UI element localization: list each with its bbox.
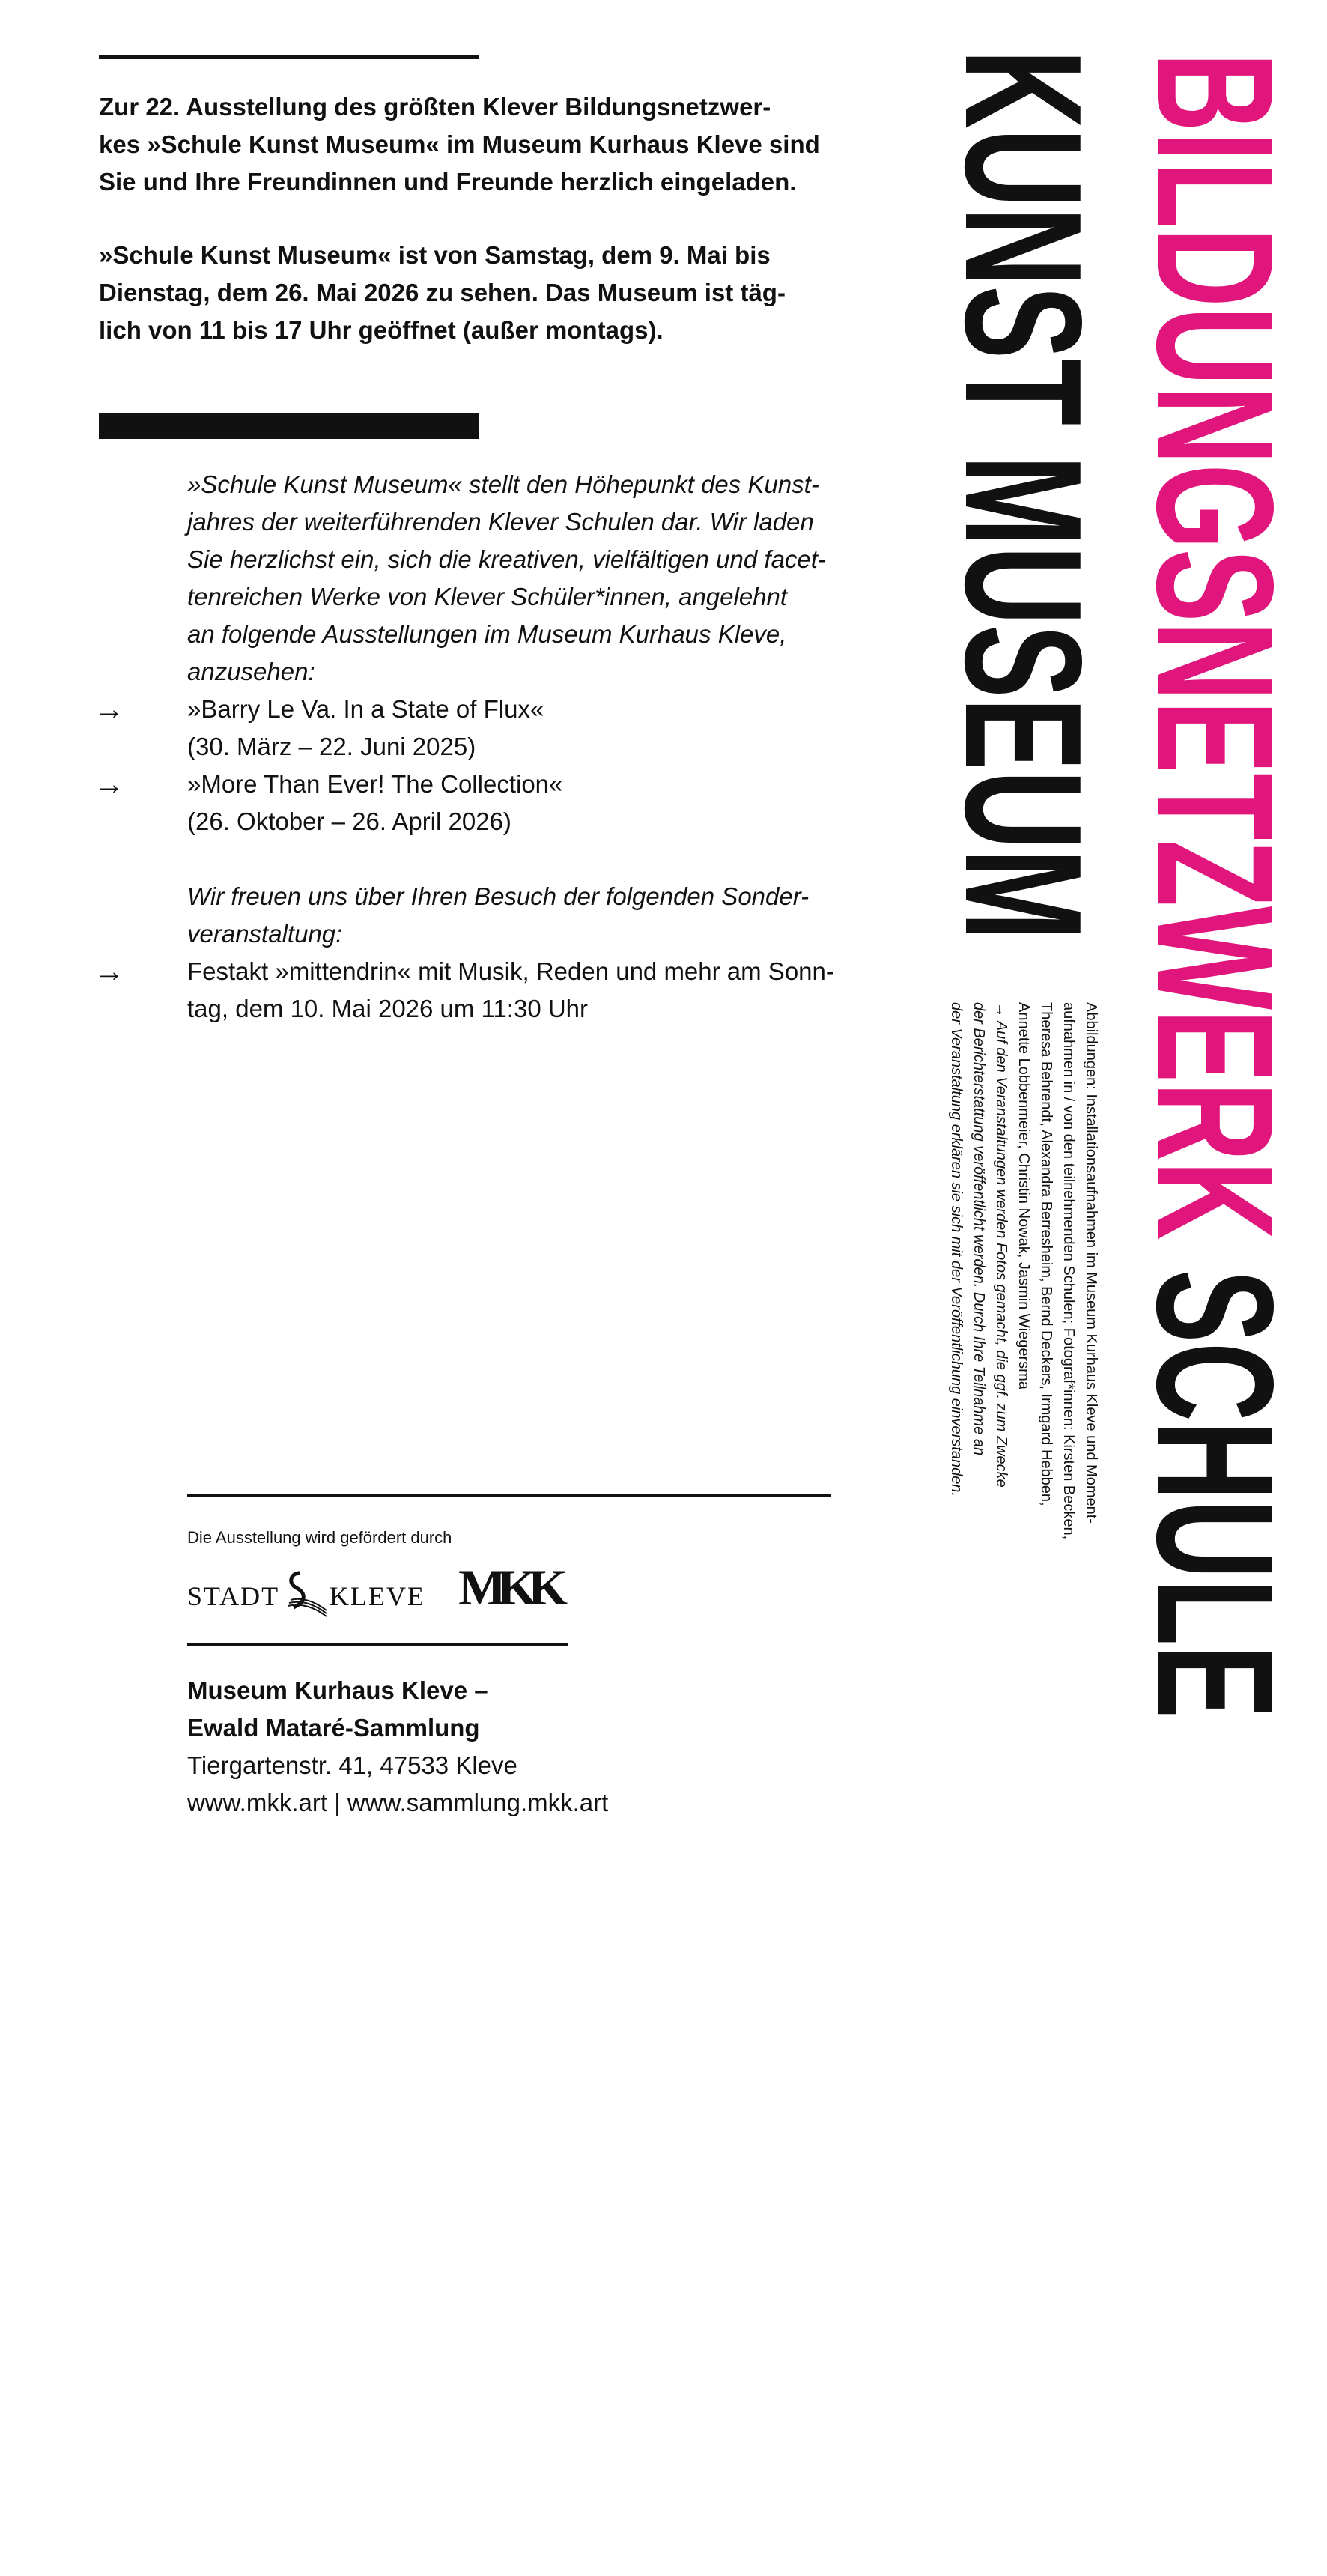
dates-paragraph xyxy=(99,237,870,349)
title-black-part: SCHULE xyxy=(1122,1239,1308,1718)
street-address: Tiergartenstr. 41, 47533 Kleve xyxy=(187,1751,517,1779)
arrow-right-icon: → xyxy=(94,955,124,988)
swan-icon xyxy=(277,1567,330,1619)
body-text xyxy=(94,466,861,1028)
intro-line: Zur 22. Ausstellung des größten Klever Bildungsnetzwer- xyxy=(99,93,771,121)
intro-paragraph xyxy=(99,88,870,201)
top-rule xyxy=(99,55,479,59)
credits-text xyxy=(945,1002,1102,2066)
credits-line: aufnahmen in / von den teilnehmenden Schulen; Fotograf*innen: Kirsten Becken, xyxy=(1060,1002,1077,1540)
credits-line: Annette Lobbenmeier, Christin Nowak, Jasmin Wiegersma xyxy=(1015,1002,1032,1389)
title-line-1 xyxy=(1122,52,1308,2576)
stadt-kleve-logo xyxy=(187,1567,434,1619)
exhibition-dates: (26. Oktober – 26. April 2026) xyxy=(187,807,511,835)
exhibition-title: »Barry Le Va. In a State of Flux« xyxy=(187,695,544,723)
photo-note-line: der Berichterstattung veröffentlicht werden. Durch Ihre Teilnahme an xyxy=(971,1002,987,1456)
event-line: Festakt »mittendrin« mit Musik, Reden und mehr am Sonn- xyxy=(187,957,834,985)
event-item xyxy=(94,953,861,990)
event-line: tag, dem 10. Mai 2026 um 11:30 Uhr xyxy=(187,995,589,1022)
body-line: veranstaltung: xyxy=(187,920,343,948)
exhibition-item xyxy=(94,766,861,803)
arrow-right-icon: → xyxy=(94,768,124,801)
address-rule xyxy=(187,1643,568,1646)
dates-line: »Schule Kunst Museum« ist von Samstag, dem 9. Mai bis xyxy=(99,241,771,269)
body-line: Sie herzlichst ein, sich die kreativen, vielfältigen und facet- xyxy=(187,545,826,573)
museum-name: Museum Kurhaus Kleve – xyxy=(187,1676,488,1704)
intro-line: Sie und Ihre Freundinnen und Freunde herzlich eingeladen. xyxy=(99,168,797,196)
photo-note-line: der Veranstaltung erklären sie sich mit der Veröffentlichung einverstanden. xyxy=(948,1002,965,1497)
address-block xyxy=(187,1672,756,1822)
thick-divider-bar xyxy=(99,413,479,439)
exhibition-title: »More Than Ever! The Collection« xyxy=(187,770,563,798)
body-line: »Schule Kunst Museum« stellt den Höhepunkt des Kunst- xyxy=(187,470,819,498)
body-line: jahres der weiterführenden Klever Schulen dar. Wir laden xyxy=(187,508,814,536)
museum-collection: Ewald Mataré-Sammlung xyxy=(187,1714,480,1742)
title-pink-part: BILDUNGSNETZWERK xyxy=(1122,52,1308,1240)
exhibition-item xyxy=(94,691,861,728)
body-line: anzusehen: xyxy=(187,658,315,685)
title-kunst-museum: KUNST MUSEUM xyxy=(930,49,1116,940)
credits-line: Theresa Behrendt, Alexandra Berresheim, Bernd Deckers, Irmgard Hebben, xyxy=(1038,1002,1054,1506)
sponsor-rule xyxy=(187,1494,831,1497)
logo-kleve-text: KLEVE xyxy=(330,1581,425,1611)
intro-line: kes »Schule Kunst Museum« im Museum Kurhaus Kleve sind xyxy=(99,130,820,158)
body-line: an folgende Ausstellungen im Museum Kurhaus Kleve, xyxy=(187,620,787,648)
mkk-logo: MKK xyxy=(458,1559,559,1616)
photo-note-line: → Auf den Veranstaltungen werden Fotos gemacht, die ggf. zum Zwecke xyxy=(993,1002,1009,1488)
sponsor-label: Die Ausstellung wird gefördert durch xyxy=(187,1528,452,1547)
dates-line: Dienstag, dem 26. Mai 2026 zu sehen. Das Museum ist täg- xyxy=(99,279,786,306)
credits-line: Abbildungen: Installationsaufnahmen im Museum Kurhaus Kleve und Moment- xyxy=(1083,1002,1099,1524)
website-links: www.mkk.art | www.sammlung.mkk.art xyxy=(187,1789,609,1816)
body-line: Wir freuen uns über Ihren Besuch der folgenden Sonder- xyxy=(187,882,810,910)
logo-stadt-text: STADT xyxy=(187,1581,280,1611)
dates-line: lich von 11 bis 17 Uhr geöffnet (außer montags). xyxy=(99,316,664,344)
body-line: tenreichen Werke von Klever Schüler*innen, angelehnt xyxy=(187,583,788,610)
exhibition-dates: (30. März – 22. Juni 2025) xyxy=(187,733,476,760)
arrow-right-icon: → xyxy=(94,693,124,726)
